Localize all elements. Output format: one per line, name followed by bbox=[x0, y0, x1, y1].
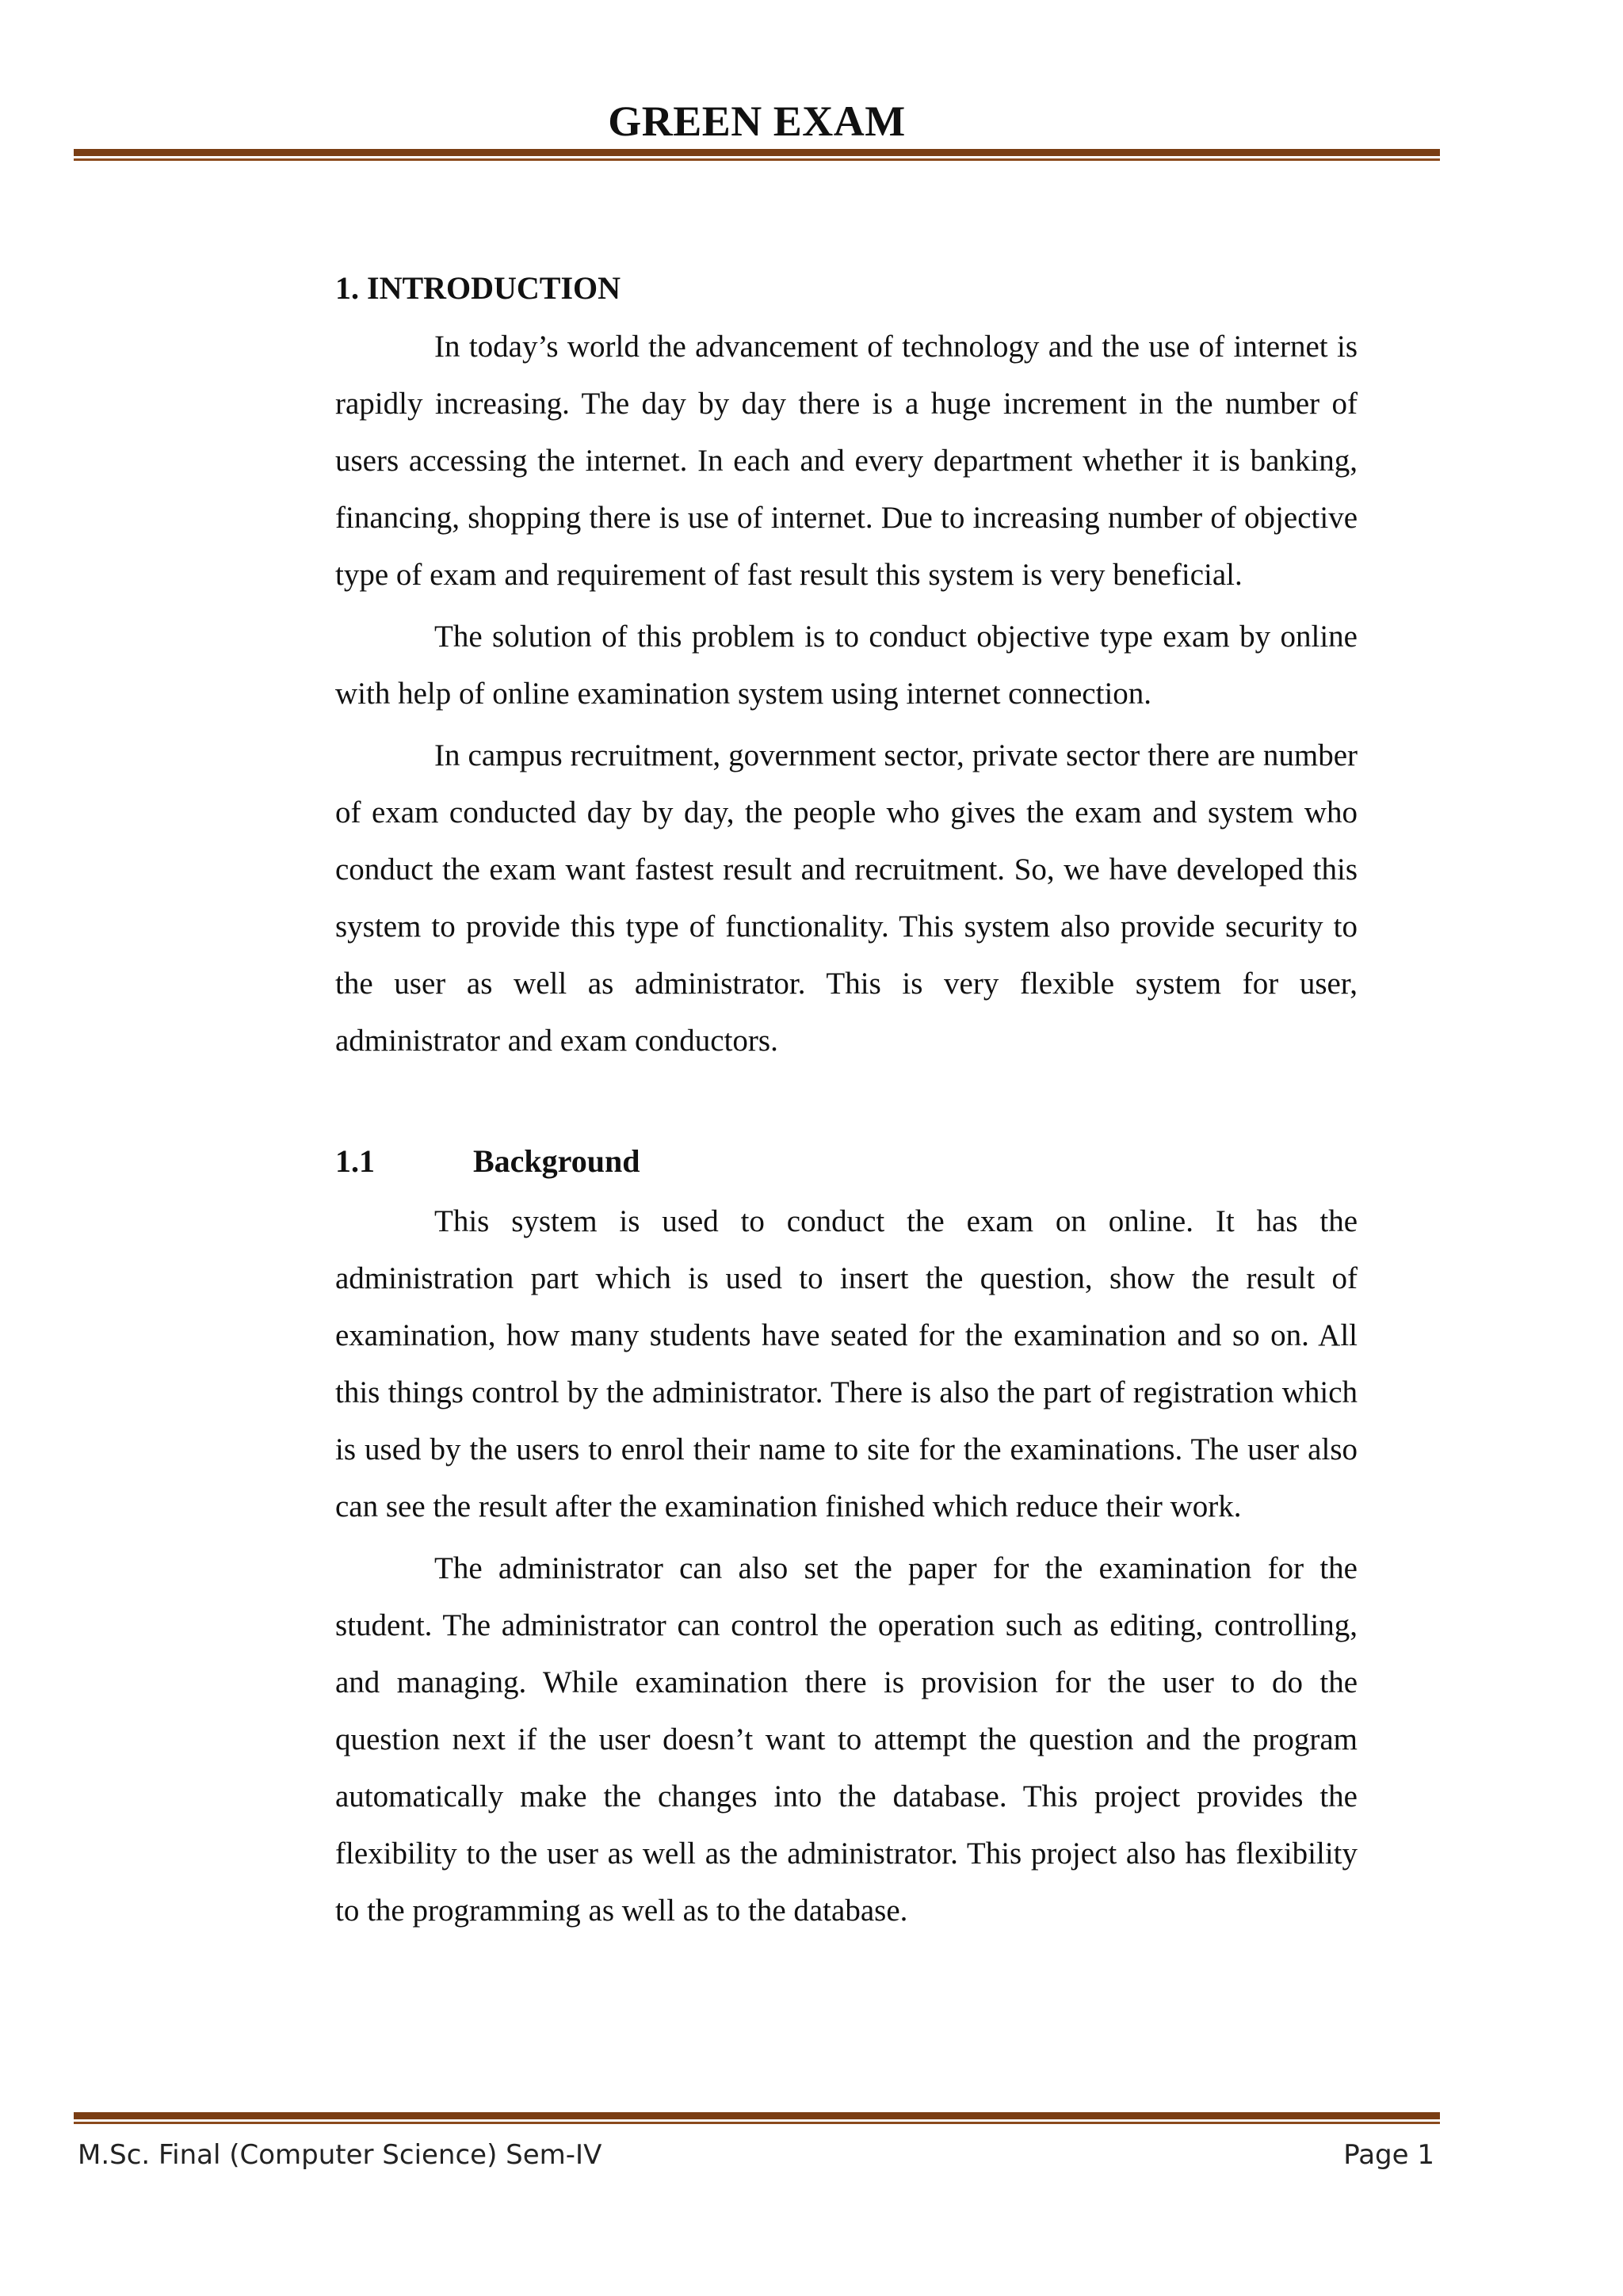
header-divider-thin bbox=[74, 158, 1440, 161]
page-footer bbox=[78, 2136, 1434, 2174]
header-divider bbox=[74, 149, 1440, 161]
subsection-number: 1.1 bbox=[335, 1143, 375, 1179]
section-heading: 1. INTRODUCTION bbox=[335, 270, 621, 306]
footer-divider bbox=[74, 2112, 1440, 2124]
subsection-title: Background bbox=[473, 1143, 640, 1179]
footer-page-number: Page 1 bbox=[1343, 2139, 1434, 2171]
subsection-heading bbox=[335, 1139, 1358, 1184]
intro-paragraph-2: The solution of this problem is to conduct objective type exam by online with help of online examination system using internet connection. bbox=[335, 620, 1358, 711]
page-header-title: GREEN EXAM bbox=[608, 97, 906, 145]
background-paragraph-2: The administrator can also set the paper for the examination for the student. The administrator can control the operation such as editing, controlling, and managing. While examination there is provision for the user to do the question next if the user doesn’t want to attempt the question and the program automatically make the changes into the database. This project provides the flexibility to the user as well as the administrator. This project also has flexibility to the programming as well as to the database. bbox=[335, 1551, 1358, 1928]
intro-paragraph-1: In today’s world the advancement of technology and the use of internet is rapidly increasing. The day by day there is a huge increment in the number of users accessing the internet. In each and every department whether it is banking, financing, shopping there is use of internet. Due to increasing number of objective type of exam and requirement of fast result this system is very beneficial. bbox=[335, 330, 1358, 592]
footer-course-label: M.Sc. Final (Computer Science) Sem-IV bbox=[78, 2139, 602, 2171]
intro-paragraph-3: In campus recruitment, government sector, private sector there are number of exam conducted day by day, the people who gives the exam and system who conduct the exam want fastest result and recruitment. So, we have developed this system to provide this type of functionality. This system also provide security to the user as well as administrator. This is very flexible system for user, administrator and exam conductors. bbox=[335, 738, 1358, 1058]
footer-divider-thick bbox=[74, 2112, 1440, 2119]
section-spacer bbox=[335, 1074, 1358, 1139]
footer-divider-thin bbox=[74, 2122, 1440, 2124]
background-paragraph-1: This system is used to conduct the exam on online. It has the administration part which is used to insert the question, show the result of examination, how many students have seated for the examination and so on. All this things control by the administrator. There is also the part of registration which is used by the users to enrol their name to site for the examinations. The user also can see the result after the examination finished which reduce their work. bbox=[335, 1204, 1358, 1524]
header-divider-thick bbox=[74, 149, 1440, 156]
main-content bbox=[335, 266, 1358, 1944]
